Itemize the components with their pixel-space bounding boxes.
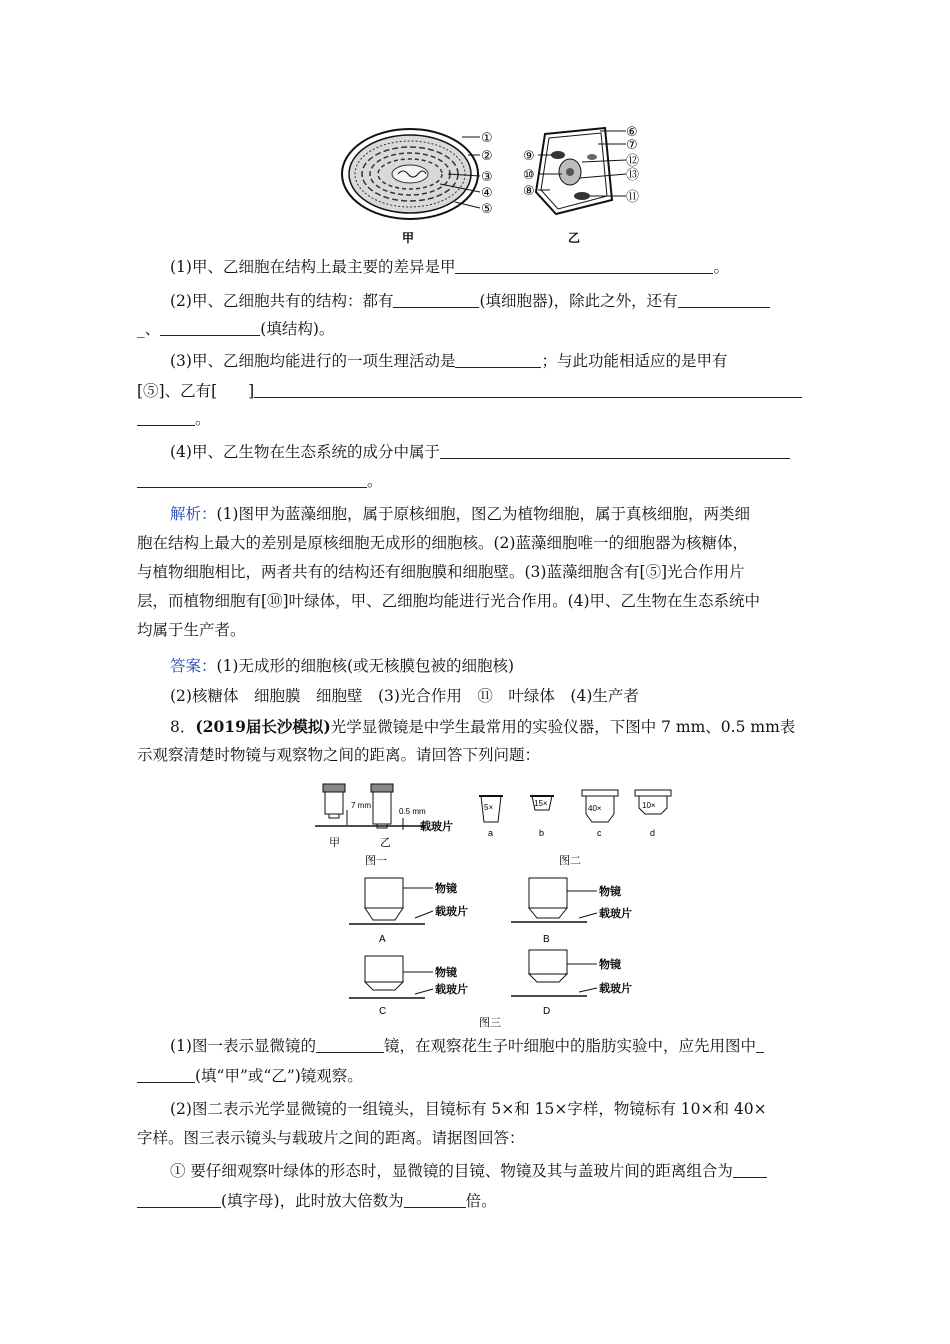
part-2-line-1: (2)图二表示光学显微镜的一组镜头，目镜标有 5×和 15×字样，物镜标有 10×和 40×: [170, 1100, 767, 1118]
question-3-text-c: [⑤]、乙有[ ]: [137, 382, 255, 400]
blank-2c[interactable]: [160, 320, 260, 336]
question-2-text-c: _、: [137, 320, 161, 338]
lens-a-mag: 5×: [484, 803, 494, 812]
panel-b: B: [543, 934, 550, 945]
question-1-end: 。: [713, 258, 729, 276]
question-1: [170, 256, 850, 278]
figure-three: [349, 878, 632, 1029]
blank-1[interactable]: [455, 258, 713, 274]
label-yi: 乙: [380, 837, 391, 849]
fig3-caption: 图三: [479, 1017, 501, 1029]
label-1: ①: [481, 130, 493, 145]
panel-c: C: [379, 1006, 387, 1017]
analysis-label: 解析：: [170, 505, 217, 523]
question-3-line-1: [170, 350, 850, 372]
lens-a-letter: a: [488, 828, 494, 838]
question-3-line-2: [137, 380, 817, 402]
question-8-number: 8．: [170, 718, 196, 736]
objective-label-b: 物镜: [599, 886, 621, 898]
blank-3a[interactable]: [455, 352, 541, 368]
question-3-end: 。: [195, 410, 211, 428]
slide-label-d: 载玻片: [599, 983, 632, 995]
analysis-line-5: 均属于生产者。: [137, 621, 246, 639]
part-3-text-c: 倍。: [465, 1192, 497, 1210]
question-4-text: (4)甲、乙生物在生态系统的成分中属于: [170, 443, 440, 461]
part-1-text-b: 镜，在观察花生子叶细胞中的脂肪实验中，应先用图中: [383, 1037, 756, 1055]
lens-c-mag: 40×: [588, 804, 602, 813]
question-1-text: (1)甲、乙细胞在结构上最主要的差异是甲: [170, 258, 456, 276]
objective-label-c: 物镜: [435, 967, 457, 979]
label-12: ⑫: [626, 153, 640, 168]
lens-b-mag: 15×: [534, 799, 548, 808]
part-3-text-a: ① 要仔细观察叶绿体的形态时，显微镜的目镜、物镜及其与盖玻片间的距离组合为: [170, 1162, 733, 1180]
distance-7mm: 7 mm: [351, 801, 371, 810]
blank-p3a-start[interactable]: [733, 1162, 767, 1178]
lens-b-letter: b: [539, 828, 545, 838]
panel-a: A: [379, 934, 386, 945]
analysis-line-4: 层，而植物细胞有[⑩]叶绿体，甲、乙细胞均能进行光合作用。(4)甲、乙生物在生态系统中: [137, 592, 761, 610]
blank-p1b-start[interactable]: [756, 1037, 764, 1053]
part-1-line-2: [137, 1065, 817, 1087]
label-13: ⑬: [626, 167, 640, 182]
question-4-end: 。: [367, 472, 383, 490]
blank-p1a[interactable]: [316, 1037, 384, 1053]
blank-3c[interactable]: [137, 410, 195, 426]
part-3-line-1: [170, 1160, 850, 1182]
question-8-line-2: 示观察清楚时物镜与观察物之间的距离。请回答下列问题：: [137, 746, 541, 764]
cell-diagram: [330, 122, 650, 247]
answer-label: 答案：: [170, 657, 217, 675]
answer-text-1: (1)无成形的细胞核(或无核膜包被的细胞核): [216, 657, 515, 675]
analysis-text-1: (1)图甲为蓝藻细胞，属于原核细胞，图乙为植物细胞，属于真核细胞，两类细: [216, 505, 750, 523]
question-3-text-b: ；与此功能相适应的是甲有: [541, 352, 728, 370]
label-8: ⑧: [523, 183, 535, 198]
fig1-caption: 图一: [365, 855, 387, 867]
panel-d: D: [543, 1006, 551, 1017]
prokaryote-cell: [342, 129, 493, 245]
label-10: ⑩: [523, 167, 535, 182]
question-2-line-1: [170, 290, 850, 312]
question-2-text-b: (填细胞器)，除此之外，还有: [479, 292, 678, 310]
fig2-caption: 图二: [559, 855, 581, 867]
label-11: ⑪: [626, 189, 640, 204]
caption-jia: 甲: [402, 231, 415, 245]
blank-2b[interactable]: [678, 292, 770, 308]
question-8-source: (2019届长沙模拟): [195, 717, 331, 736]
label-5: ⑤: [481, 201, 493, 216]
objective-label-a: 物镜: [435, 883, 457, 895]
part-1-text-a: (1)图一表示显微镜的: [170, 1037, 316, 1055]
blank-2a[interactable]: [393, 292, 479, 308]
slide-label-c: 载玻片: [435, 984, 468, 996]
blank-4a[interactable]: [440, 443, 790, 459]
label-9: ⑨: [523, 148, 535, 163]
figure-two: [479, 790, 671, 867]
analysis-line-2: 胞在结构上最大的差别是原核细胞无成形的细胞核。(2)蓝藻细胞唯一的细胞器为核糖体，: [137, 534, 748, 552]
question-3-text-a: (3)甲、乙细胞均能进行的一项生理活动是: [170, 352, 456, 370]
question-8-line-1: [170, 716, 850, 738]
part-1-text-c: (填“甲”或“乙”)镜观察。: [195, 1067, 363, 1085]
lens-d-mag: 10×: [642, 801, 656, 810]
lens-c-letter: c: [597, 828, 602, 838]
analysis-line-3: 与植物细胞相比，两者共有的结构还有细胞膜和细胞壁。(3)蓝藻细胞含有[⑤]光合作用片: [137, 563, 745, 581]
label-jia: 甲: [329, 837, 340, 849]
blank-3b[interactable]: [254, 382, 802, 398]
part-3-line-2: [137, 1190, 817, 1212]
blank-p3a[interactable]: [137, 1192, 221, 1208]
analysis-line-1: [170, 503, 817, 525]
slide-label-fig1: 载玻片: [420, 821, 453, 833]
blank-p1b[interactable]: [137, 1067, 195, 1083]
question-8-text: 光学显微镜是中学生最常用的实验仪器，下图中 7 mm、0.5 mm表: [330, 718, 796, 736]
label-2: ②: [481, 148, 493, 163]
question-2-line-2: [137, 318, 817, 340]
question-3-line-3: [137, 408, 817, 430]
slide-label-b: 载玻片: [599, 908, 632, 920]
label-6: ⑥: [626, 124, 638, 139]
part-2-line-2: 字样。图三表示镜头与载玻片之间的距离。请据图回答：: [137, 1129, 525, 1147]
figure-one: [315, 784, 453, 867]
blank-4b[interactable]: [137, 472, 367, 488]
distance-05mm: 0.5 mm: [399, 807, 426, 816]
part-3-text-b: (填字母)，此时放大倍数为: [221, 1192, 404, 1210]
answer-line-2: (2)核糖体 细胞膜 细胞壁 (3)光合作用 ⑪ 叶绿体 (4)生产者: [170, 687, 639, 705]
objective-label-d: 物镜: [599, 959, 621, 971]
label-3: ③: [481, 169, 493, 184]
microscope-diagram: [305, 778, 685, 1030]
answer-line-1: [170, 655, 850, 677]
blank-p3b[interactable]: [404, 1192, 466, 1208]
part-1-line-1: [170, 1035, 850, 1057]
slide-label-a: 载玻片: [435, 906, 468, 918]
question-4-line-2: [137, 470, 817, 492]
caption-yi: 乙: [568, 231, 581, 245]
plant-cell: [523, 124, 639, 245]
question-2-text-a: (2)甲、乙细胞共有的结构：都有: [170, 292, 394, 310]
question-2-text-d: (填结构)。: [260, 320, 335, 338]
question-4-line-1: [170, 441, 850, 463]
lens-d-letter: d: [650, 828, 656, 838]
label-7: ⑦: [626, 137, 638, 152]
label-4: ④: [481, 185, 493, 200]
